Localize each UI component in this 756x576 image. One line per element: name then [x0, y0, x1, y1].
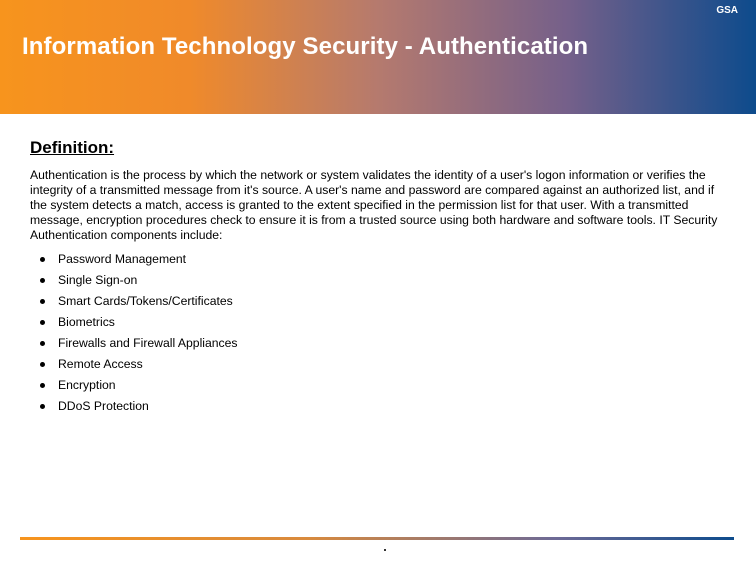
- definition-heading: Definition:: [30, 138, 115, 157]
- slide-title: Information Technology Security - Authentication: [22, 33, 589, 60]
- bullet-icon: [40, 383, 45, 388]
- list-item-label: DDoS Protection: [58, 399, 149, 413]
- list-item-label: Smart Cards/Tokens/Certificates: [58, 294, 233, 308]
- org-label: GSA: [716, 5, 738, 16]
- list-item: [30, 270, 730, 291]
- list-item-label: Single Sign-on: [58, 273, 138, 287]
- list-item: [30, 333, 730, 354]
- list-item-label: Password Management: [58, 252, 187, 266]
- list-item-label: Remote Access: [58, 357, 143, 371]
- title-banner: [0, 0, 756, 114]
- bullet-icon: [40, 362, 45, 367]
- list-item: [30, 375, 730, 396]
- list-item: [30, 396, 730, 417]
- list-item-label: Biometrics: [58, 315, 115, 329]
- bullet-icon: [40, 320, 45, 325]
- bullet-icon: [40, 299, 45, 304]
- list-item: [30, 354, 730, 375]
- list-item: [30, 249, 730, 270]
- bullet-icon: [40, 404, 45, 409]
- components-list: [30, 249, 730, 417]
- footer-mark: [384, 549, 386, 551]
- bullet-icon: [40, 341, 45, 346]
- definition-paragraph: Authentication is the process by which the network or system validates the identity of a user's logon information or verifies the integrity of a transmitted message from it's source. A user's name and password are compared against an authorized list, and if the system detects a match, access is granted to the extent specified in the permission list for that user. With a transmitted message, encryption procedures check to ensure it is from a trusted source using both hardware and software tools. IT Security Authentication components include:: [30, 168, 718, 242]
- slide-body: [30, 137, 730, 417]
- footer-divider: [20, 537, 734, 540]
- list-item-label: Encryption: [58, 378, 116, 392]
- bullet-icon: [40, 257, 45, 262]
- bullet-icon: [40, 278, 45, 283]
- list-item: [30, 312, 730, 333]
- list-item-label: Firewalls and Firewall Appliances: [58, 336, 238, 350]
- list-item: [30, 291, 730, 312]
